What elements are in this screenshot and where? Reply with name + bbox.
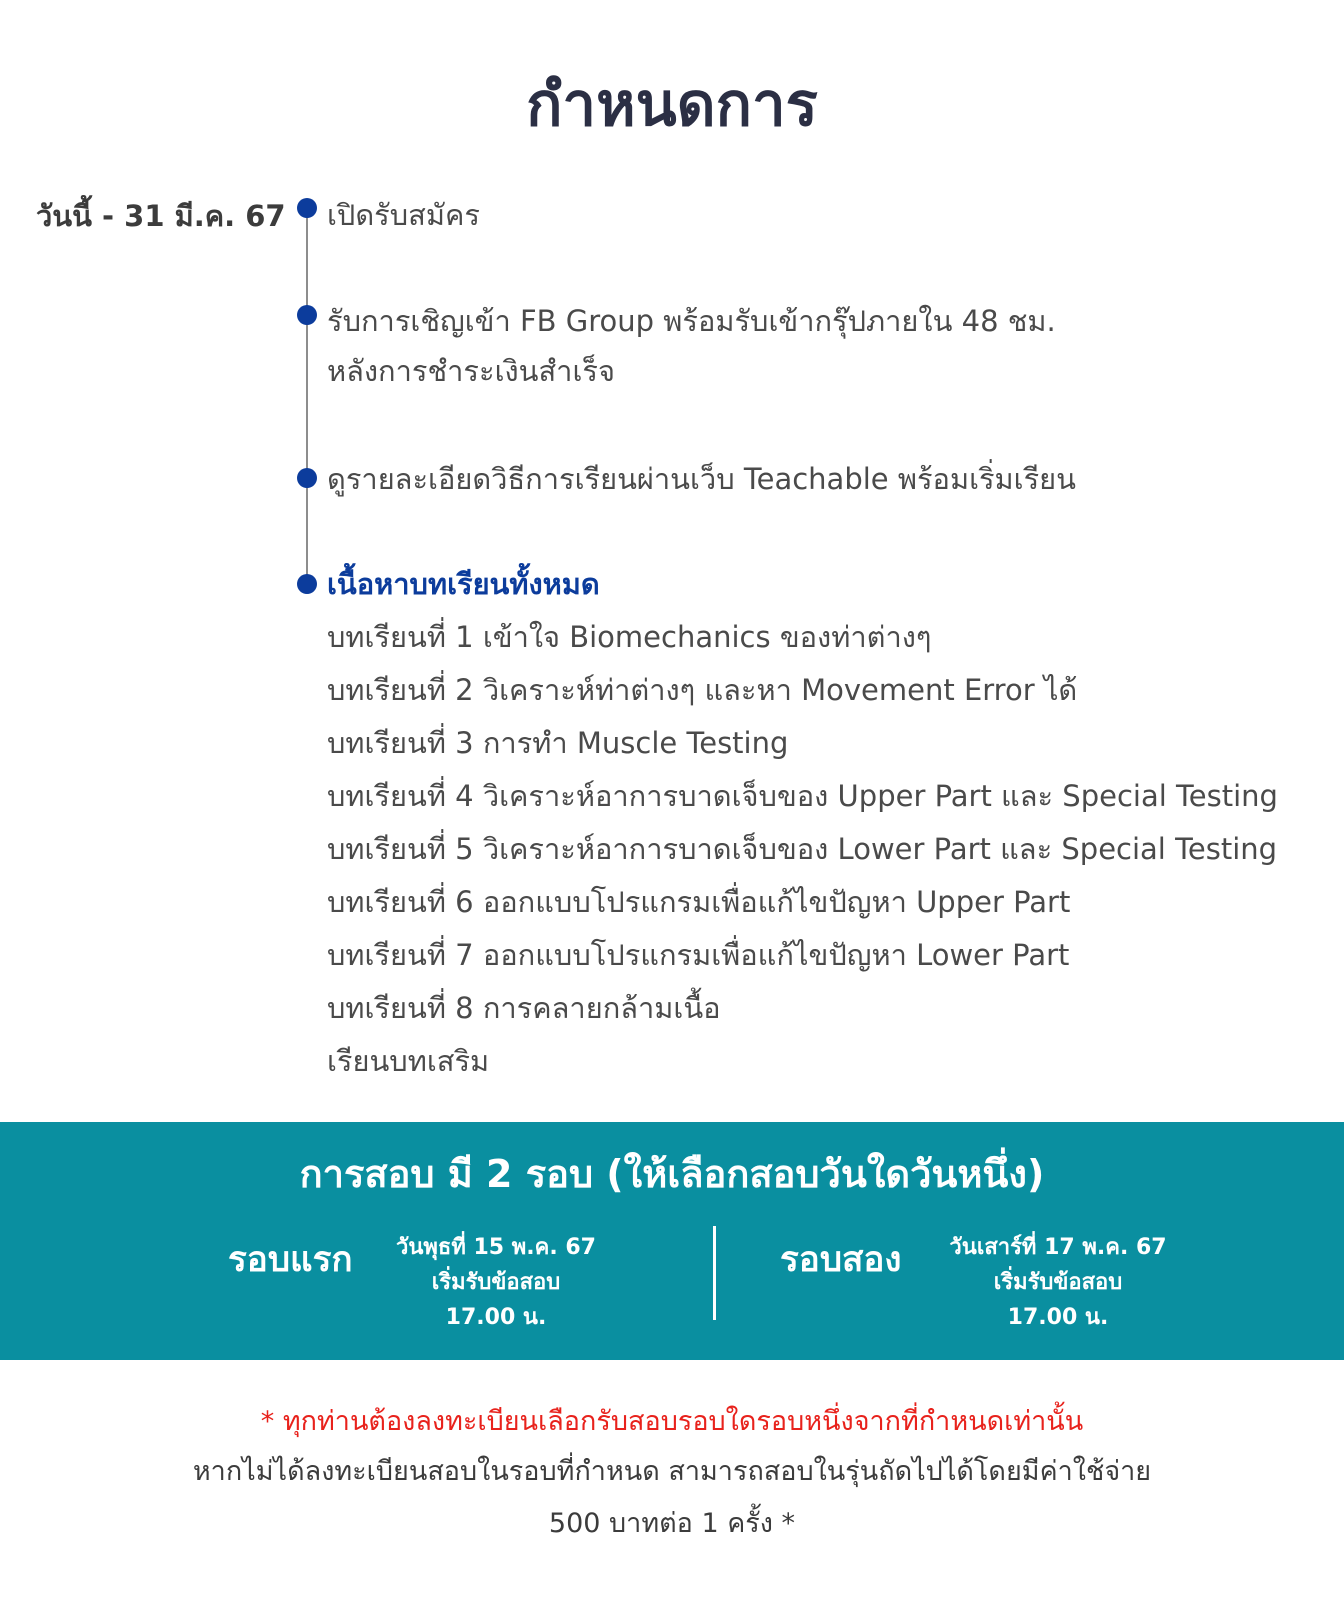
timeline-step-fb-group: [327, 296, 1056, 396]
step-text: รับการเชิญเข้า FB Group พร้อมรับเข้ากรุ๊ปภายใน 48 ชม.: [327, 304, 1056, 338]
lesson-item: บทเรียนที่ 2 วิเคราะห์ท่าต่างๆ และหา Movement Error ได้: [327, 673, 1078, 707]
lesson-item: บทเรียนที่ 3 การทำ Muscle Testing: [327, 726, 789, 760]
round-1-name: รอบแรก: [228, 1240, 353, 1280]
step-text: หลังการชำระเงินสำเร็จ: [327, 354, 615, 388]
timeline-dot-1: [297, 198, 317, 218]
lesson-item: บทเรียนที่ 1 เข้าใจ Biomechanics ของท่าต่างๆ: [327, 620, 932, 654]
round-1-date: วันพุธที่ 15 พ.ค. 67: [396, 1235, 596, 1260]
step-text: ดูรายละเอียดวิธีการเรียนผ่านเว็บ Teachable พร้อมเริ่มเรียน: [327, 462, 1076, 496]
round-2-details: [928, 1230, 1188, 1335]
lesson-list: [327, 612, 1278, 1089]
round-2-date: วันเสาร์ที่ 17 พ.ค. 67: [949, 1235, 1167, 1260]
round-1-details: [366, 1230, 626, 1335]
late-registration-note: หากไม่ได้ลงทะเบียนสอบในรอบที่กำหนด สามารถสอบในรุ่นถัดไปได้โดยมีค่าใช้จ่าย: [192, 1456, 1152, 1487]
round-2-name: รอบสอง: [780, 1240, 902, 1280]
timeline-step-teachable: [327, 454, 1076, 504]
round-2-start-label: เริ่มรับข้อสอบ: [993, 1270, 1123, 1295]
timeline-dot-4: [297, 574, 317, 594]
timeline-step-open-registration: [327, 190, 480, 240]
lesson-item: เรียนบทเสริม: [327, 1044, 490, 1078]
exam-title: การสอบ มี 2 รอบ (ให้เลือกสอบวันใดวันหนึ่ง): [299, 1152, 1045, 1196]
lesson-item: บทเรียนที่ 4 วิเคราะห์อาการบาดเจ็บของ Upper Part และ Special Testing: [327, 779, 1278, 813]
round-divider: [713, 1226, 716, 1320]
timeline-line: [306, 210, 308, 586]
content-heading: เนื้อหาบทเรียนทั้งหมด: [327, 567, 600, 601]
lesson-item: บทเรียนที่ 6 ออกแบบโปรแกรมเพื่อแก้ไขปัญหา Upper Part: [327, 885, 1071, 919]
timeline-dot-2: [297, 305, 317, 325]
round-1-time: 17.00 น.: [445, 1305, 547, 1330]
step-text: เปิดรับสมัคร: [327, 198, 480, 232]
round-2-time: 17.00 น.: [1007, 1305, 1109, 1330]
enrollment-date-range: วันนี้ - 31 มี.ค. 67: [36, 199, 286, 233]
lesson-item: บทเรียนที่ 7 ออกแบบโปรแกรมเพื่อแก้ไขปัญหา Lower Part: [327, 938, 1070, 972]
exam-banner: [0, 1122, 1344, 1360]
round-1-start-label: เริ่มรับข้อสอบ: [431, 1270, 561, 1295]
lesson-item: บทเรียนที่ 5 วิเคราะห์อาการบาดเจ็บของ Lower Part และ Special Testing: [327, 832, 1278, 866]
fee-note: 500 บาทต่อ 1 ครั้ง *: [548, 1508, 796, 1539]
registration-warning: * ทุกท่านต้องลงทะเบียนเลือกรับสอบรอบใดรอบหนึ่งจากที่กำหนดเท่านั้น: [260, 1406, 1084, 1437]
timeline-dot-3: [297, 468, 317, 488]
page-title: กำหนดการ: [526, 70, 818, 140]
lesson-item: บทเรียนที่ 8 การคลายกล้ามเนื้อ: [327, 991, 721, 1025]
